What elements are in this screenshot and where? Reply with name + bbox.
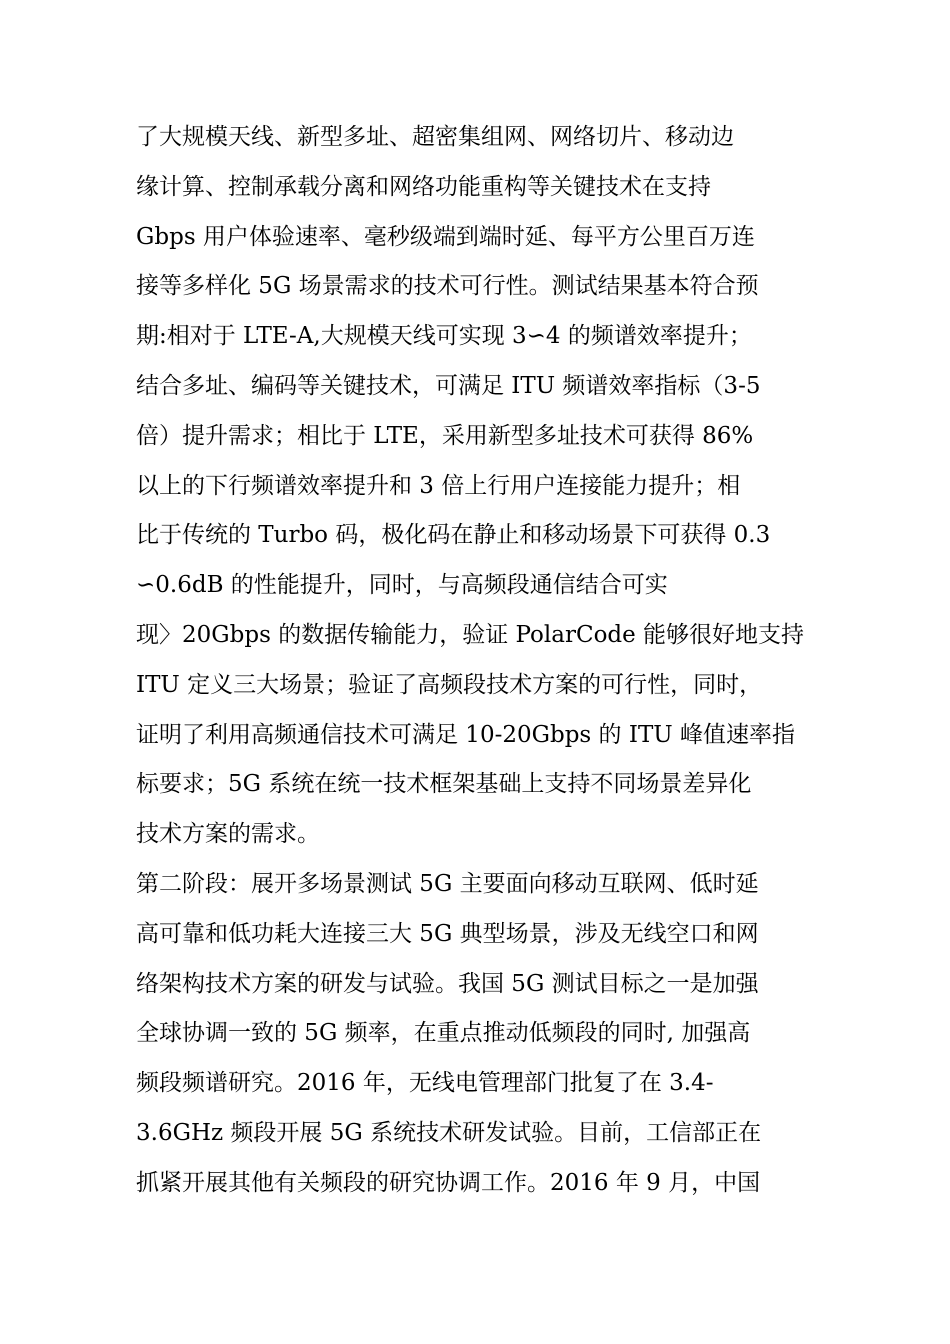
text-line: 抓紧开展其他有关频段的研究协调工作。2016 年 9 月，中国 <box>136 1169 761 1196</box>
text-line: 证明了利用高频通信技术可满足 10-20Gbps 的 ITU 峰值速率指 <box>136 721 795 748</box>
text-line: 第二阶段：展开多场景测试 5G 主要面向移动互联网、低时延 <box>136 870 759 897</box>
text-line: 标要求；5G 系统在统一技术框架基础上支持不同场景差异化 <box>136 771 752 798</box>
text-line: 倍）提升需求；相比于 LTE，采用新型多址技术可获得 86% <box>136 422 754 449</box>
text-line: 技术方案的需求。 <box>136 821 320 848</box>
paragraph-2 <box>136 860 826 1209</box>
text-line: 频段频谱研究。2016 年，无线电管理部门批复了在 3.4- <box>136 1070 714 1097</box>
text-line: 3.6GHz 频段开展 5G 系统技术研发试验。目前，工信部正在 <box>136 1119 762 1146</box>
text-line: 现〉20Gbps 的数据传输能力，验证 PolarCode 能够很好地支持 <box>136 621 805 648</box>
paragraph-1 <box>136 113 826 860</box>
document-body <box>136 113 826 1209</box>
text-line: 高可靠和低功耗大连接三大 5G 典型场景，涉及无线空口和网 <box>136 920 759 947</box>
text-line: ITU 定义三大场景；验证了高频段技术方案的可行性，同时， <box>136 671 763 698</box>
text-line: 比于传统的 Turbo 码，极化码在静止和移动场景下可获得 0.3 <box>136 522 771 549</box>
text-line: 期:相对于 LTE-A,大规模天线可实现 3∽4 的频谱效率提升； <box>136 323 752 350</box>
text-line: 结合多址、编码等关键技术，可满足 ITU 频谱效率指标（3-5 <box>136 372 761 399</box>
text-line: 全球协调一致的 5G 频率，在重点推动低频段的同时, 加强高 <box>136 1020 751 1047</box>
text-line: 缘计算、控制承载分离和网络功能重构等关键技术在支持 <box>136 173 711 200</box>
text-line: 接等多样化 5G 场景需求的技术可行性。测试结果基本符合预 <box>136 273 759 300</box>
text-line: 络架构技术方案的研发与试验。我国 5G 测试目标之一是加强 <box>136 970 759 997</box>
text-line: Gbps 用户体验速率、毫秒级端到端时延、每平方公里百万连 <box>136 223 755 250</box>
text-line: 以上的下行频谱效率提升和 3 倍上行用户连接能力提升；相 <box>136 472 741 499</box>
text-line: ∽0.6dB 的性能提升，同时，与高频段通信结合可实 <box>136 572 668 599</box>
text-line: 了大规模天线、新型多址、超密集组网、网络切片、移动边 <box>136 124 734 150</box>
